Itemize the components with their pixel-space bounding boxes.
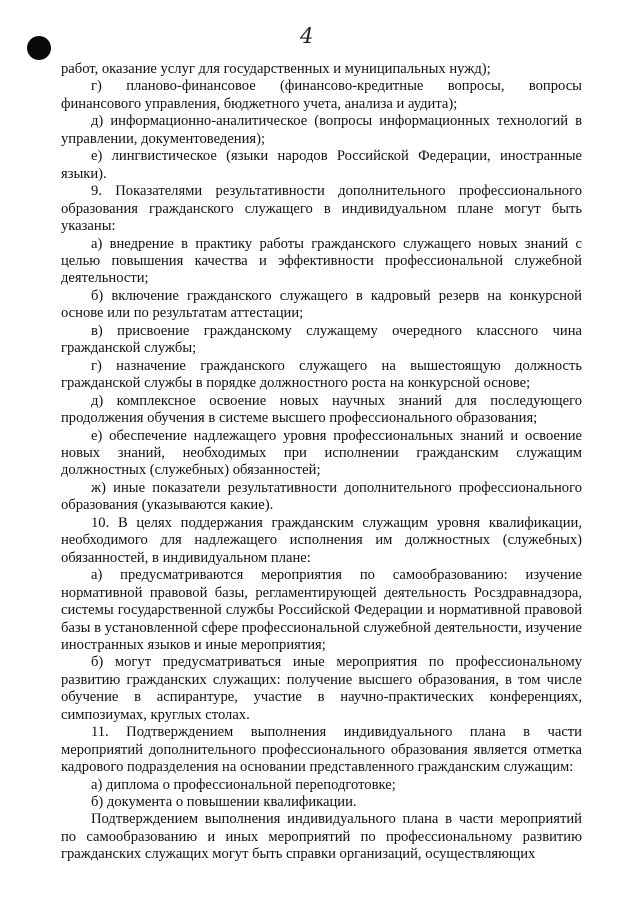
paragraph-self-education-confirmation: Подтверждением выполнения индивидуального плана в части мероприятий по самообразованию и иных мероприятий по профессиональному развитию гражданских служащих могут быть справки организаций, осуществляющих: [61, 811, 582, 863]
paragraph-11-item-b: б) документа о повышении квалификации.: [91, 794, 357, 811]
paragraph-9-item-zh: ж) иные показатели результативности дополнительного профессионального образования (указываются какие).: [61, 479, 582, 514]
page-number: 4: [300, 24, 314, 48]
paragraph-9-item-v: в) присвоение гражданскому служащему очередного классного чина гражданской службы;: [61, 322, 582, 357]
paragraph-9-item-g: г) назначение гражданского служащего на вышестоящую должность гражданской службы в порядке должностного роста на конкурсной основе;: [61, 357, 582, 392]
paragraph-9-item-e: е) обеспечение надлежащего уровня профессиональных знаний и освоение новых знаний, необходимых при исполнении гражданским служащим должностных (служебных) обязанностей;: [61, 427, 582, 479]
paragraph-clause-11: 11. Подтверждением выполнения индивидуального плана в части мероприятий дополнительного профессионального образования является отметка кадрового подразделения на основании представленного гражданским служащим:: [61, 724, 582, 776]
punch-hole-mark: [27, 36, 51, 60]
paragraph-item-e-linguistic: е) лингвистическое (языки народов Российской Федерации, иностранные языки).: [61, 148, 582, 182]
paragraph-item-d-informational: д) информационно-аналитическое (вопросы информационных технологий в управлении, документоведения);: [61, 113, 582, 147]
paragraph-clause-9: 9. Показателями результативности дополнительного профессионального образования гражданского служащего в индивидуальном плане могут быть указаны:: [61, 183, 582, 235]
paragraph-9-item-a: а) внедрение в практику работы гражданского служащего новых знаний с целью повышения качества и эффективности профессиональной служебной деятельности;: [61, 235, 582, 287]
paragraph-9-item-d: д) комплексное освоение новых научных знаний для последующего продолжения обучения в системе высшего профессионального образования;: [61, 392, 582, 427]
paragraph-10-item-b: б) могут предусматриваться иные мероприятия по профессиональному развитию гражданских служащих: получение высшего образования, в том числе обучение в аспирантуре, участие в научно-практических конференциях, симпозиумах, круглых столах.: [61, 654, 582, 723]
paragraph-10-item-a: а) предусматриваются мероприятия по самообразованию: изучение нормативной правовой базы, регламентирующей деятельность Росздравнадзора, системы государственной службы Российской Федерации и нормативной правовой базы в установленной сфере профессиональной служебной деятельности, изучение иностранных языков и иные мероприятия;: [61, 567, 582, 653]
paragraph-11-item-a: а) диплома о профессиональной переподготовке;: [91, 776, 396, 793]
document-body: [61, 61, 582, 864]
paragraph-procurement-end: работ, оказание услуг для государственных и муниципальных нужд);: [61, 61, 491, 77]
paragraph-clause-10: 10. В целях поддержания гражданским служащим уровня квалификации, необходимого для надлежащего исполнения им должностных (служебных) обязанностей, в индивидуальном плане:: [61, 514, 582, 566]
paragraph-9-item-b: б) включение гражданского служащего в кадровый резерв на конкурсной основе или по результатам аттестации;: [61, 287, 582, 322]
paragraph-item-g-financial: г) планово-финансовое (финансово-кредитные вопросы, вопросы финансового управления, бюджетного учета, анализа и аудита);: [61, 78, 582, 112]
